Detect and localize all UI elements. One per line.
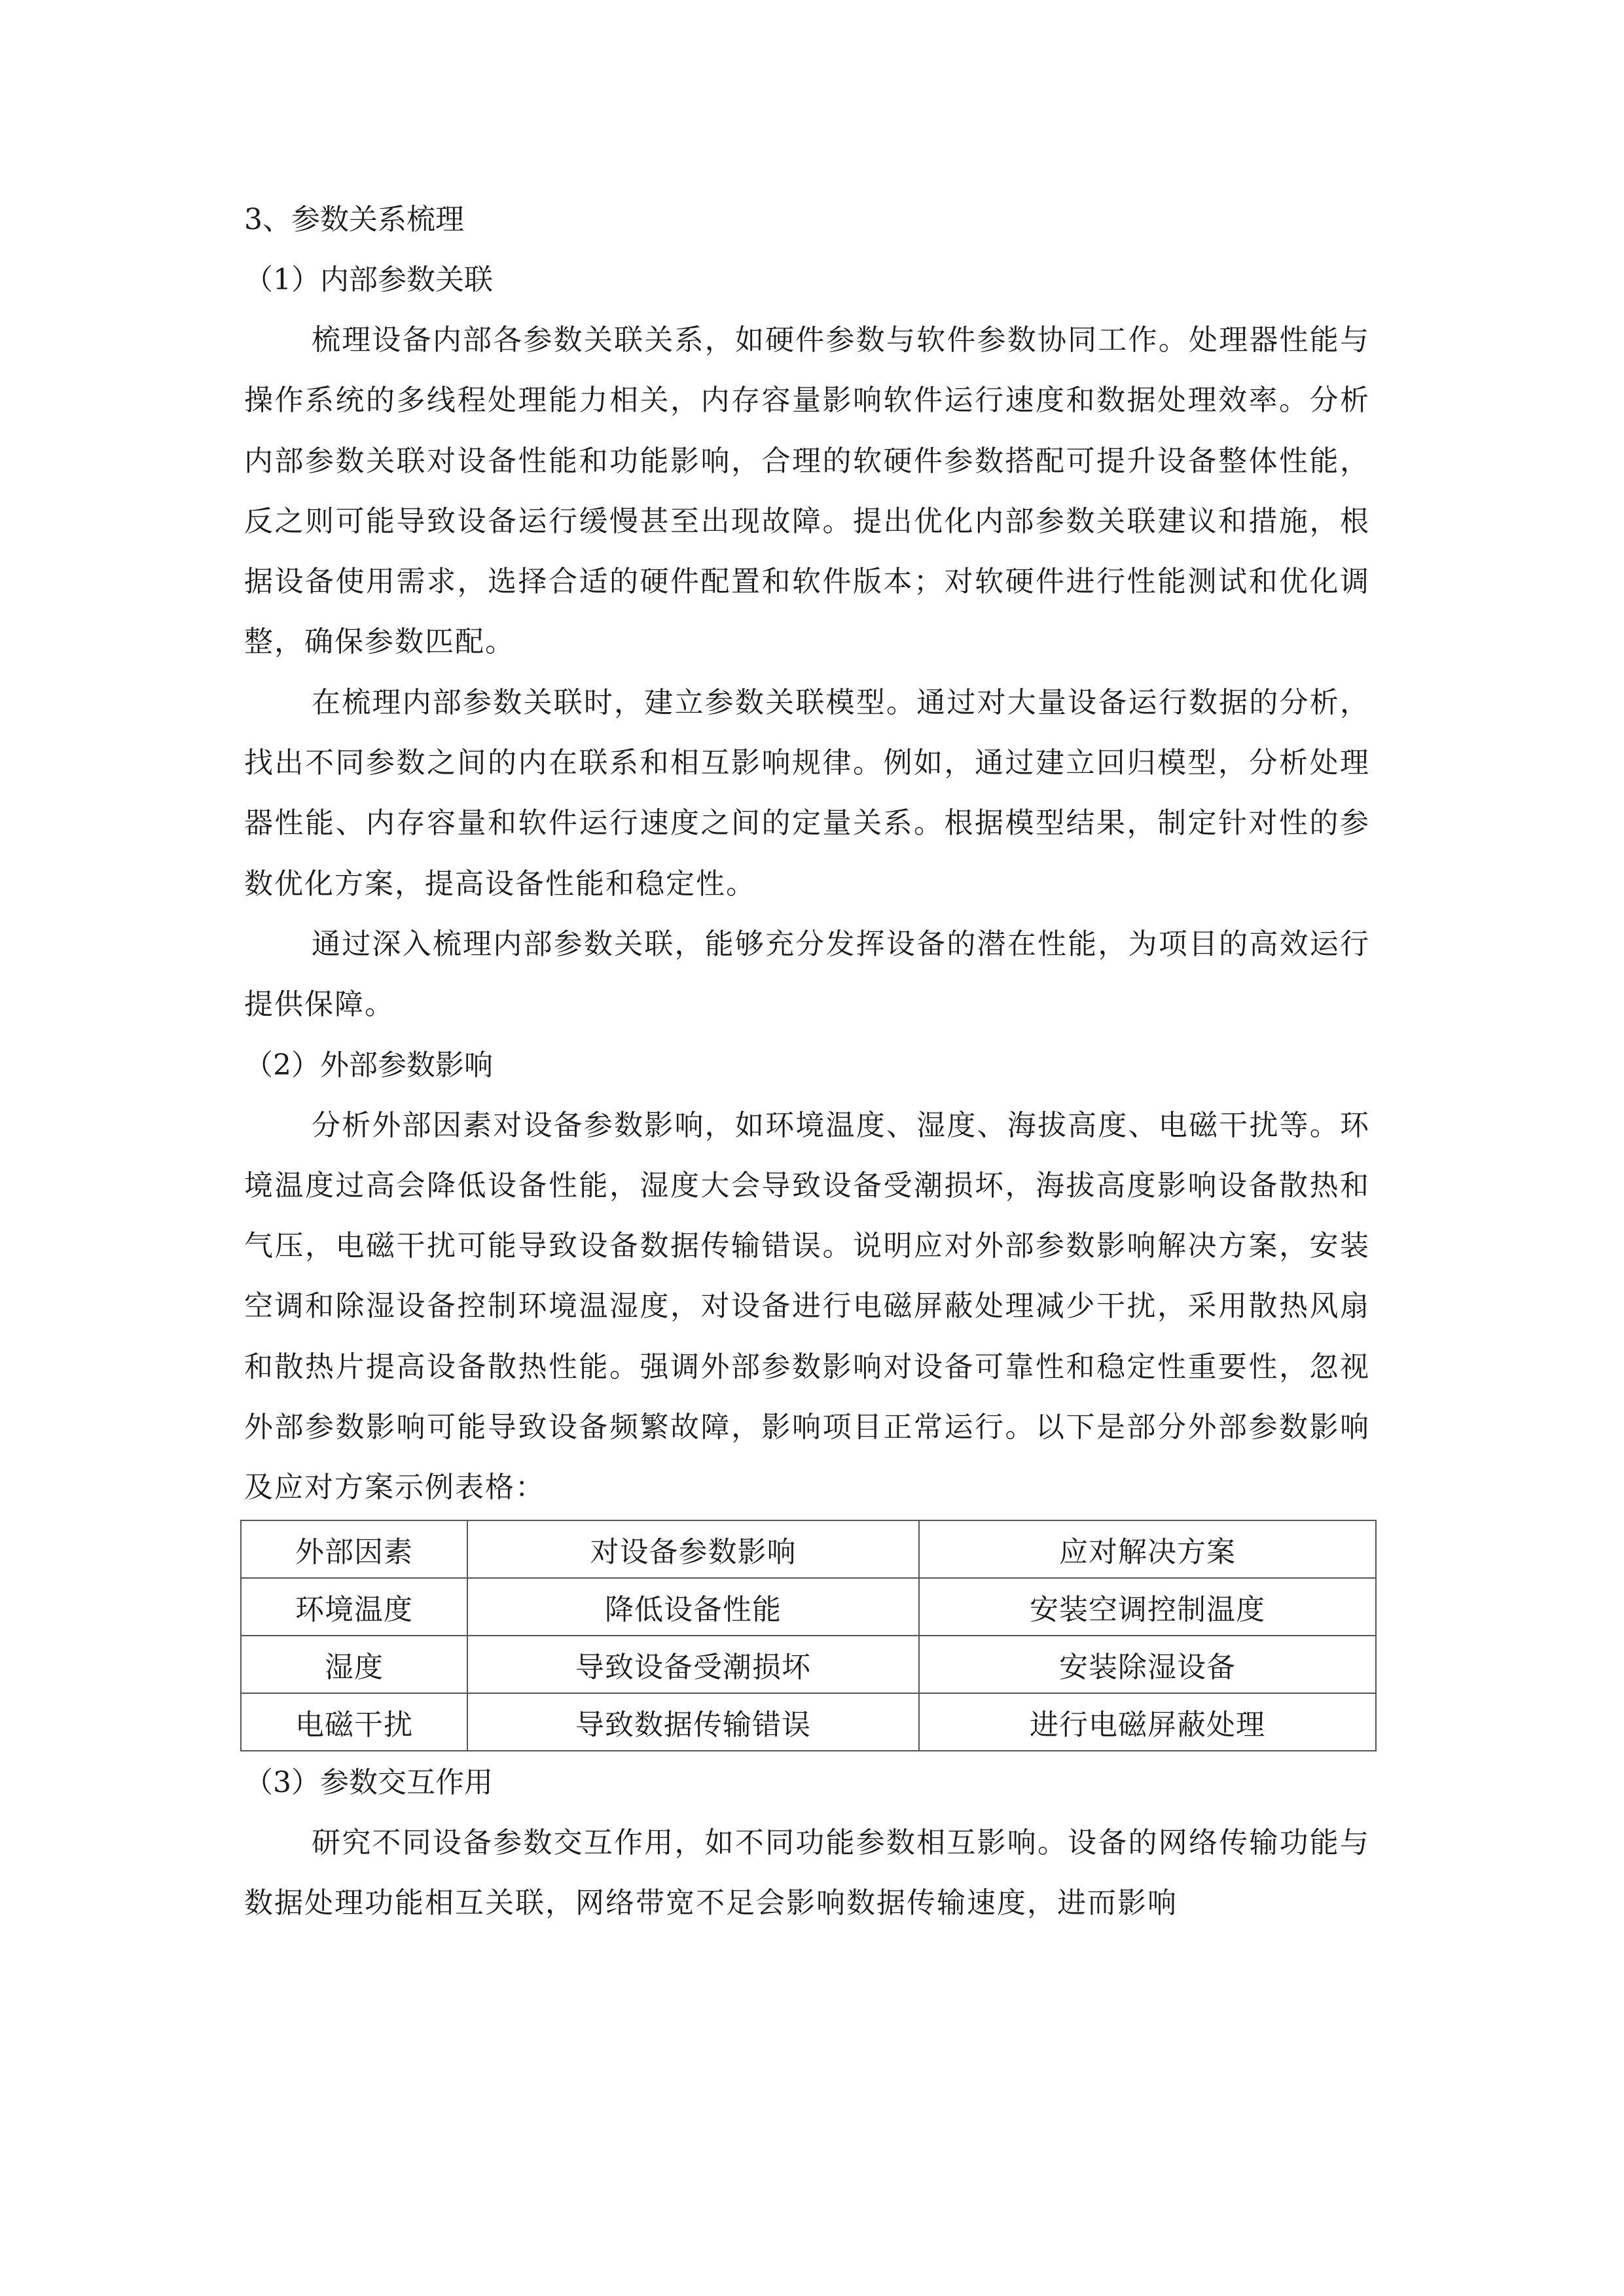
table-cell: 电磁干扰: [241, 1693, 467, 1751]
table-cell: 降低设备性能: [467, 1578, 919, 1636]
table-cell: 导致设备受潮损坏: [467, 1636, 919, 1693]
table-header-cell: 外部因素: [241, 1520, 467, 1578]
subsection-3-title: （3）参数交互作用: [244, 1765, 493, 1799]
table-header-row: [241, 1520, 1376, 1578]
subsection-2-title: （2）外部参数影响: [244, 1048, 493, 1082]
table-cell: 安装除湿设备: [919, 1636, 1376, 1693]
subsection-1-paragraph-2: 在梳理内部参数关联时，建立参数关联模型。通过对大量设备运行数据的分析，找出不同参数之间的内在联系和相互影响规律。例如，通过建立回归模型，分析处理器性能、内存容量和软件运行速度之间的定量关系。根据模型结果，制定针对性的参数优化方案，提高设备性能和稳定性。: [244, 685, 1370, 901]
subsection-1-paragraph-1: 梳理设备内部各参数关联关系，如硬件参数与软件参数协同工作。处理器性能与操作系统的多线程处理能力相关，内存容量影响软件运行速度和数据处理效率。分析内部参数关联对设备性能和功能影响，合理的软硬件参数搭配可提升设备整体性能，反之则可能导致设备运行缓慢甚至出现故障。提出优化内部参数关联建议和措施，根据设备使用需求，选择合适的硬件配置和软件版本；对软硬件进行性能测试和优化调整，确保参数匹配。: [244, 323, 1370, 659]
table-cell: 导致数据传输错误: [467, 1693, 919, 1751]
section-title: 3、参数关系梳理: [244, 203, 464, 236]
table-cell: 环境温度: [241, 1578, 467, 1636]
subsection-3-paragraph: 研究不同设备参数交互作用，如不同功能参数相互影响。设备的网络传输功能与数据处理功能相互关联，网络带宽不足会影响数据传输速度，进而影响: [244, 1825, 1370, 1920]
table-cell: 湿度: [241, 1636, 467, 1693]
subsection-1-title: （1）内部参数关联: [244, 263, 493, 296]
table-header-cell: 对设备参数影响: [467, 1520, 919, 1578]
table-header-cell: 应对解决方案: [919, 1520, 1376, 1578]
table-row: [241, 1636, 1376, 1693]
subsection-2-paragraph: 分析外部因素对设备参数影响，如环境温度、湿度、海拔高度、电磁干扰等。环境温度过高会降低设备性能，湿度大会导致设备受潮损坏，海拔高度影响设备散热和气压，电磁干扰可能导致设备数据传输错误。说明应对外部参数影响解决方案，安装空调和除湿设备控制环境温湿度，对设备进行电磁屏蔽处理减少干扰，采用散热风扇和散热片提高设备散热性能。强调外部参数影响对设备可靠性和稳定性重要性，忽视外部参数影响可能导致设备频繁故障，影响项目正常运行。以下是部分外部参数影响及应对方案示例表格：: [244, 1108, 1370, 1505]
table-cell: 进行电磁屏蔽处理: [919, 1693, 1376, 1751]
table-row: [241, 1578, 1376, 1636]
table-cell: 安装空调控制温度: [919, 1578, 1376, 1636]
document-body: [244, 190, 1370, 1933]
table-row: [241, 1693, 1376, 1751]
external-factors-table: [240, 1520, 1377, 1751]
subsection-1-paragraph-3: 通过深入梳理内部参数关联，能够充分发挥设备的潜在性能，为项目的高效运行提供保障。: [244, 927, 1370, 1022]
